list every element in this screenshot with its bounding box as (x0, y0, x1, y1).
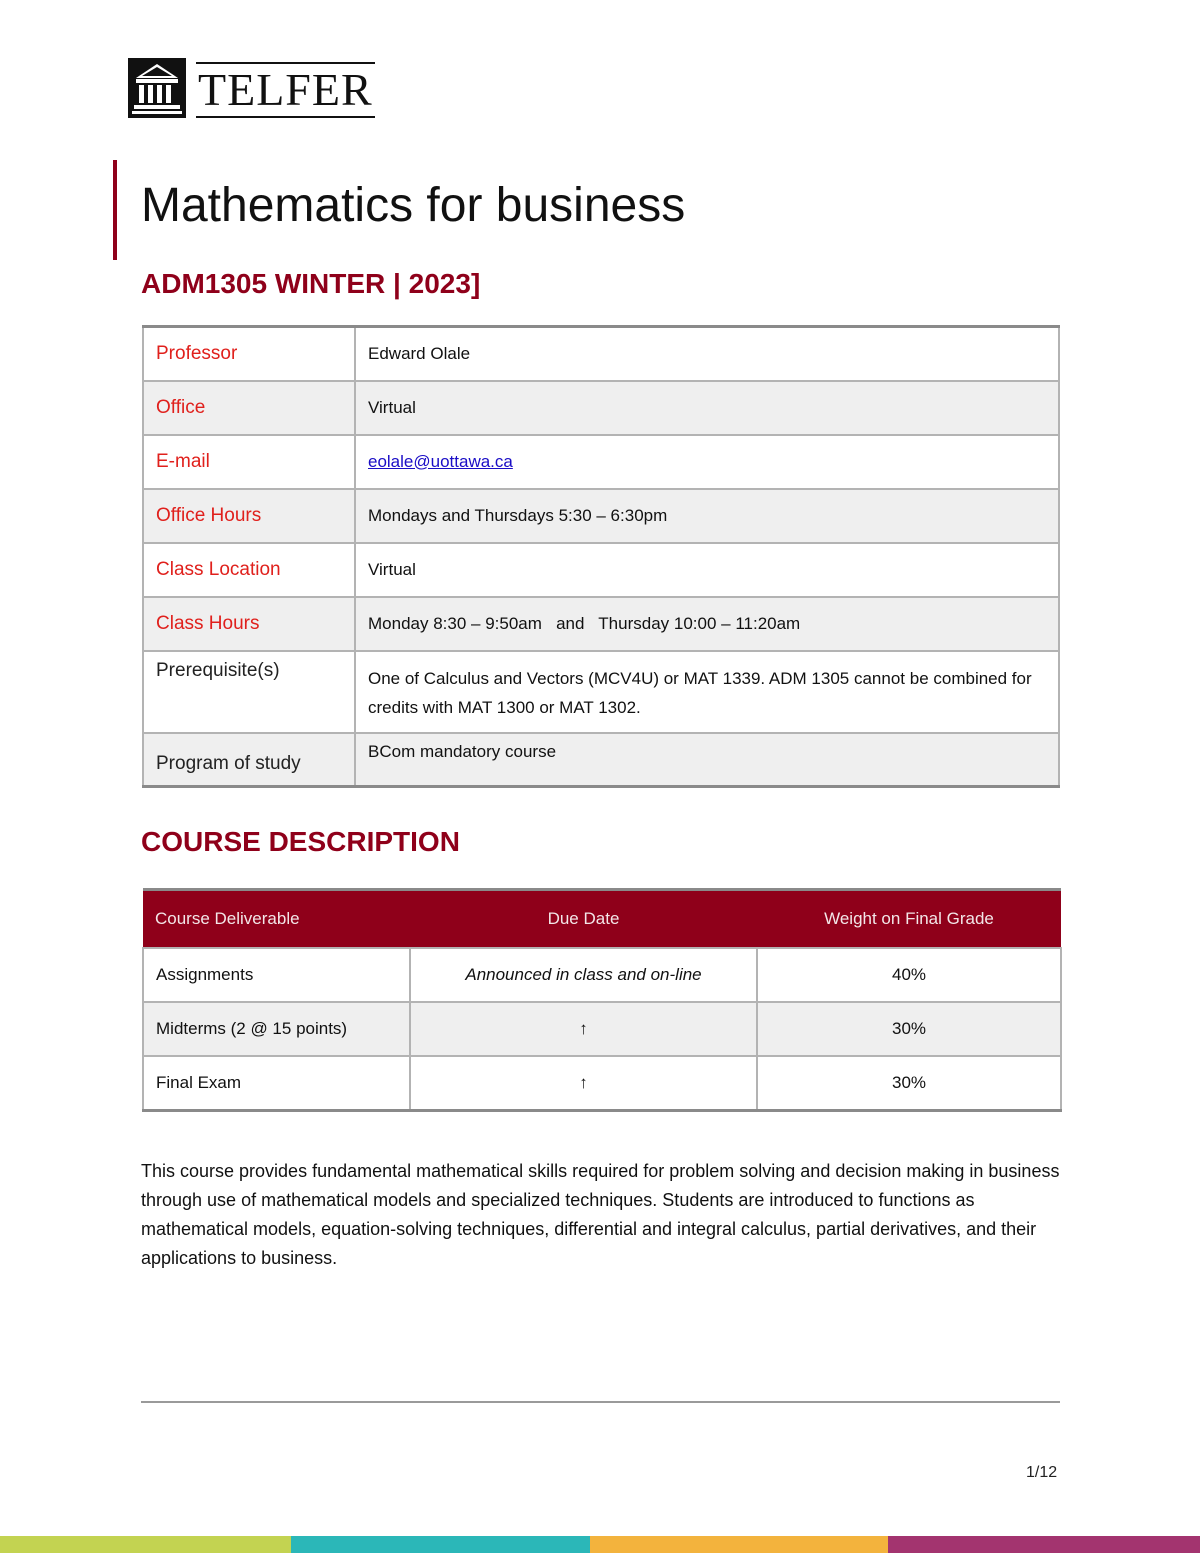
info-value: Virtual (355, 543, 1059, 597)
footer-stripe-teal (291, 1536, 590, 1553)
info-value: Virtual (355, 381, 1059, 435)
footer-divider (141, 1401, 1060, 1403)
telfer-wordmark: TELFER (196, 62, 375, 118)
info-row-office (143, 381, 1059, 435)
info-row-office-hours (143, 489, 1059, 543)
page-title: Mathematics for business (141, 179, 686, 232)
info-row-professor (143, 327, 1059, 381)
ditto-arrow-icon: ↑ (410, 1056, 757, 1111)
course-info-table (142, 325, 1060, 788)
column-header: Due Date (410, 890, 757, 949)
info-value: Edward Olale (355, 327, 1059, 381)
weight-cell: 30% (757, 1056, 1061, 1111)
info-row-prerequisites (143, 651, 1059, 733)
info-label: Program of study (143, 733, 355, 787)
info-row-program-of-study (143, 733, 1059, 787)
course-description: This course provides fundamental mathematical skills required for problem solving and decision making in business through use of mathematical models and specialized techniques. Students are introduced to functions as mathematical models, equation-solving techniques, differential and integral calculus, partial derivatives, and their applications to business. (141, 1161, 1060, 1268)
info-value (355, 435, 1059, 489)
info-label: Office Hours (143, 489, 355, 543)
info-row-class-hours (143, 597, 1059, 651)
telfer-logo (128, 52, 375, 118)
footer-stripe-purple (888, 1536, 1200, 1553)
info-value: BCom mandatory course (355, 733, 1059, 787)
building-icon (128, 52, 186, 118)
deliverable-cell: Final Exam (143, 1056, 410, 1111)
info-label: Class Location (143, 543, 355, 597)
page-number: 1/12 (1026, 1464, 1058, 1481)
deliverables-table (142, 888, 1062, 1112)
info-label: Prerequisite(s) (143, 651, 355, 733)
title-accent-bar (113, 160, 117, 260)
info-label: E-mail (143, 435, 355, 489)
weight-cell: 40% (757, 948, 1061, 1002)
deliverable-cell: Assignments (143, 948, 410, 1002)
column-header: Weight on Final Grade (757, 890, 1061, 949)
due-date-cell: Announced in class and on-line (410, 948, 757, 1002)
section-heading: COURSE DESCRIPTION (141, 826, 460, 857)
table-row (143, 1056, 1061, 1111)
table-header-row (143, 890, 1061, 949)
info-row-class-location (143, 543, 1059, 597)
table-row (143, 948, 1061, 1002)
info-value: One of Calculus and Vectors (MCV4U) or MAT 1339. ADM 1305 cannot be combined for credits with MAT 1300 or MAT 1302. (355, 651, 1059, 733)
footer-stripe-green (0, 1536, 291, 1553)
ditto-arrow-icon: ↑ (410, 1002, 757, 1056)
deliverable-cell: Midterms (2 @ 15 points) (143, 1002, 410, 1056)
info-label: Office (143, 381, 355, 435)
info-label: Professor (143, 327, 355, 381)
info-label: Class Hours (143, 597, 355, 651)
info-row-email (143, 435, 1059, 489)
table-row (143, 1002, 1061, 1056)
footer-stripe-orange (590, 1536, 888, 1553)
email-link[interactable]: eolale@uottawa.ca (368, 451, 513, 471)
info-value: Mondays and Thursdays 5:30 – 6:30pm (355, 489, 1059, 543)
column-header: Course Deliverable (143, 890, 410, 949)
info-value: Monday 8:30 – 9:50am and Thursday 10:00 – 11:20am (355, 597, 1059, 651)
course-code: ADM1305 WINTER | 2023] (141, 268, 481, 299)
weight-cell: 30% (757, 1002, 1061, 1056)
